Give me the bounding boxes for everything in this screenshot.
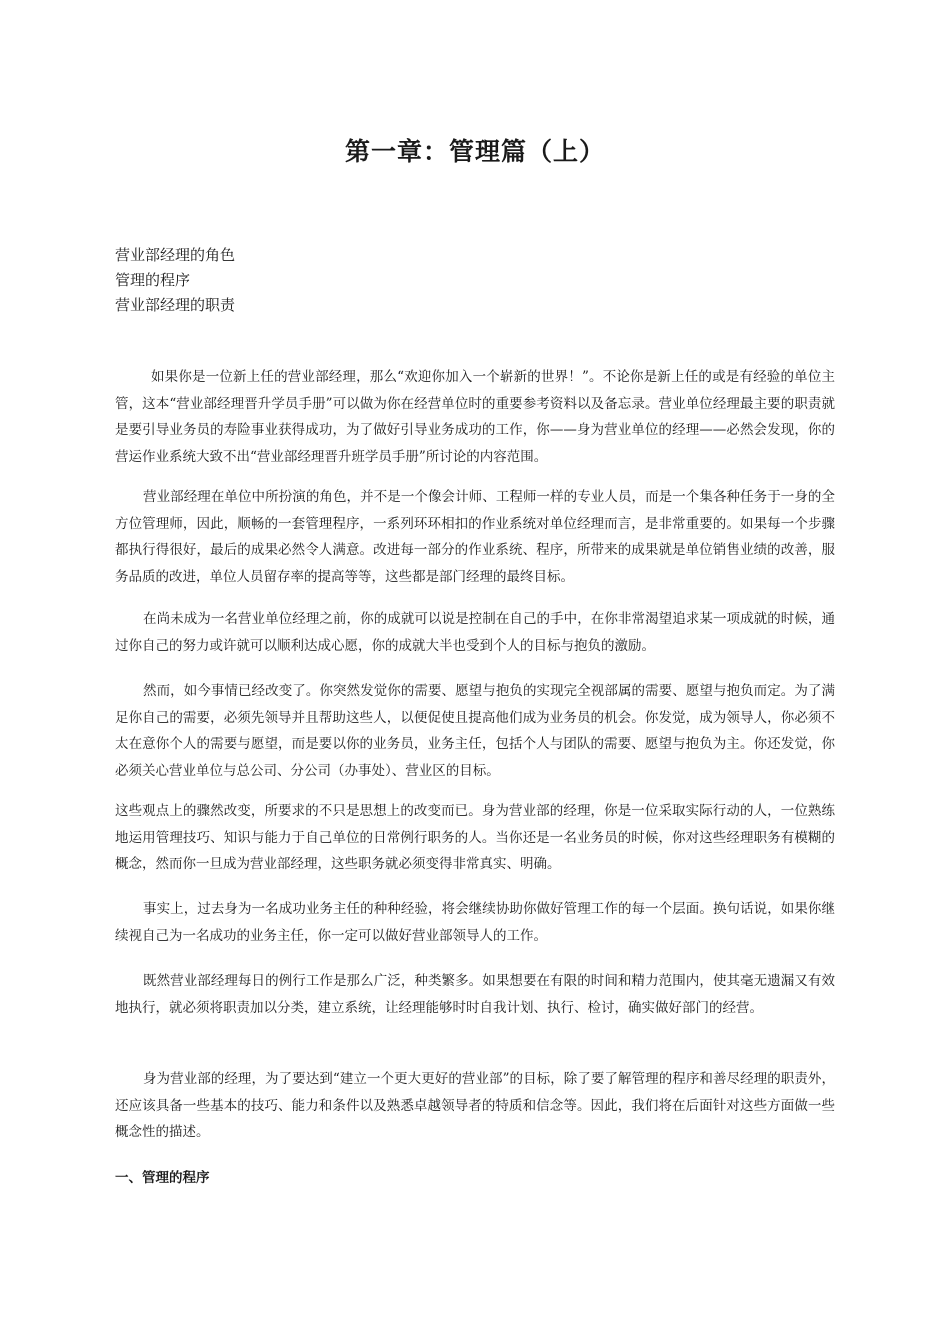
paragraph: 事实上，过去身为一名成功业务主任的种种经验，将会继续协助你做好管理工作的每一个层面。换句话说，如果你继续视自己为一名成功的业务主任，你一定可以做好营业部领导人的工作。 <box>115 901 835 944</box>
paragraph: 营业部经理在单位中所扮演的角色，并不是一个像会计师、工程师一样的专业人员，而是一个集各种任务于一身的全方位管理师，因此，顺畅的一套管理程序，一系列环环相扣的作业系统对单位经理而言，是非常重要的。如果每一个步骤都执行得很好，最后的成果必然令人满意。改进每一部分的作业系统、程序，所带来的成果就是单位销售业绩的改善，服务品质的改进，单位人员留存率的提高等等，这些都是部门经理的最终目标。 <box>115 489 835 585</box>
paragraph: 既然营业部经理每日的例行工作是那么广泛，种类繁多。如果想要在有限的时间和精力范围内，使其毫无遗漏又有效地执行，就必须将职责加以分类，建立系统，让经理能够时时自我计划、执行、检讨，确实做好部门的经营。 <box>115 973 835 1016</box>
paragraph: 如果你是一位新上任的营业部经理，那么“欢迎你加入一个崭新的世界！”。不论你是新上任的或是有经验的单位主管，这本“营业部经理晋升学员手册”可以做为你在经营单位时的重要参考资料以及备忘录。营业单位经理最主要的职责就是要引导业务员的寿险事业获得成功，为了做好引导业务成功的工作，你——身为营业单位的经理——必然会发现，你的营运作业系统大致不出“营业部经理晋升班学员手册”所讨论的内容范围。 <box>115 369 835 465</box>
section-heading: 一、管理的程序 <box>115 1170 210 1186</box>
paragraph: 在尚未成为一名营业单位经理之前，你的成就可以说是控制在自己的手中，在你非常渴望追求某一项成就的时候，通过你自己的努力或许就可以顺利达成心愿，你的成就大半也受到个人的目标与抱负的激励。 <box>115 611 835 654</box>
toc-item: 管理的程序 <box>115 271 191 289</box>
paragraph: 身为营业部的经理，为了要达到“建立一个更大更好的营业部”的目标，除了要了解管理的程序和善尽经理的职责外，还应该具备一些基本的技巧、能力和条件以及熟悉卓越领导者的特质和信念等。因此，我们将在后面针对这些方面做一些概念性的描述。 <box>115 1071 835 1140</box>
paragraph: 然而，如今事情已经改变了。你突然发觉你的需要、愿望与抱负的实现完全视部属的需要、愿望与抱负而定。为了满足你自己的需要，必须先领导并且帮助这些人，以便促使且提高他们成为业务员的机会。你发觉，成为领导人，你必须不太在意你个人的需要与愿望，而是要以你的业务员，业务主任，包括个人与团队的需要、愿望与抱负为主。你还发觉，你必须关心营业单位与总公司、分公司（办事处）、营业区的目标。 <box>115 683 835 779</box>
table-of-contents <box>115 243 235 318</box>
chapter-title: 第一章：管理篇（上） <box>344 137 605 166</box>
toc-item: 营业部经理的职责 <box>115 296 236 314</box>
paragraph: 这些观点上的骤然改变，所要求的不只是思想上的改变而已。身为营业部的经理，你是一位采取实际行动的人，一位熟练地运用管理技巧、知识与能力于自己单位的日常例行职务的人。当你还是一名业务员的时候，你对这些经理职务有模糊的概念，然而你一旦成为营业部经理，这些职务就必须变得非常真实、明确。 <box>115 803 835 872</box>
toc-item: 营业部经理的角色 <box>115 246 236 264</box>
